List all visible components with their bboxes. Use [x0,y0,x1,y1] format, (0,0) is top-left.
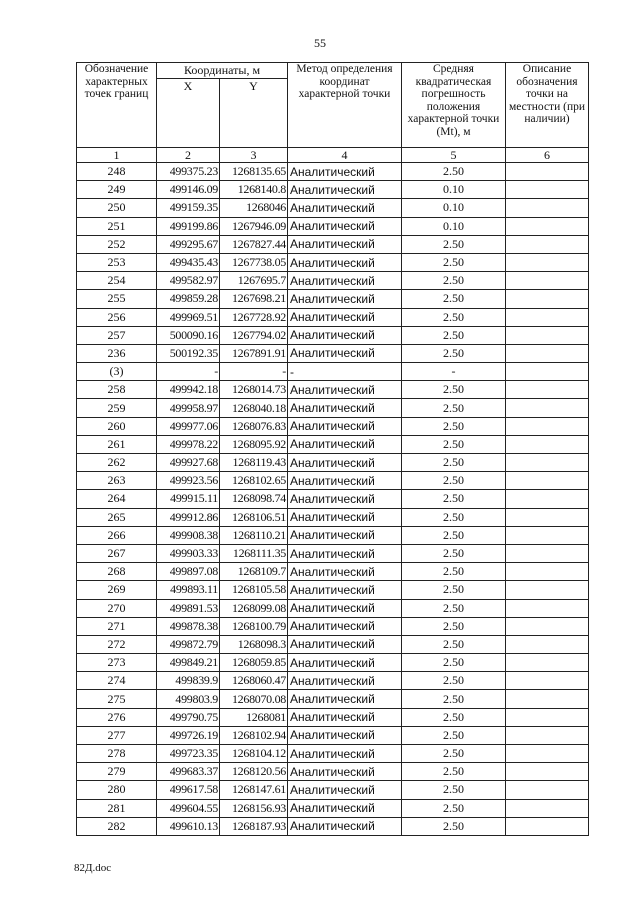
method-cell: Аналитический [288,763,402,781]
method-cell: Аналитический [288,399,402,417]
table-row [77,799,589,817]
column-number-row [77,148,589,163]
method-cell: Аналитический [288,326,402,344]
coord-y-cell: 1268059.85 [220,654,288,672]
point-id-cell: 278 [77,745,157,763]
coord-x-cell: 499897.08 [157,563,220,581]
error-mt-cell: 2.50 [402,745,506,763]
header-x: X [157,79,220,148]
coord-y-cell: 1268095.92 [220,435,288,453]
description-cell [506,163,589,181]
method-cell: Аналитический [288,508,402,526]
description-cell [506,544,589,562]
column-number: 2 [157,148,220,163]
error-mt-cell: 0.10 [402,217,506,235]
table-row [77,726,589,744]
method-cell: Аналитический [288,381,402,399]
table-row [77,745,589,763]
coord-x-cell: - [157,363,220,381]
table-row [77,781,589,799]
coord-x-cell: 499839.9 [157,672,220,690]
error-mt-cell: 2.50 [402,290,506,308]
point-id-cell: 275 [77,690,157,708]
coord-y-cell: 1268120.56 [220,763,288,781]
error-mt-cell: 2.50 [402,508,506,526]
coord-x-cell: 499908.38 [157,526,220,544]
method-cell: Аналитический [288,526,402,544]
table-row [77,490,589,508]
coord-x-cell: 499582.97 [157,272,220,290]
coord-y-cell: 1268060.47 [220,672,288,690]
coord-y-cell: 1268105.58 [220,581,288,599]
method-cell: Аналитический [288,199,402,217]
table-row [77,454,589,472]
method-cell: Аналитический [288,253,402,271]
point-id-cell: 271 [77,617,157,635]
error-mt-cell: 2.50 [402,253,506,271]
error-mt-cell: 2.50 [402,381,506,399]
coord-x-cell: 499942.18 [157,381,220,399]
column-number: 5 [402,148,506,163]
method-cell: Аналитический [288,490,402,508]
error-mt-cell: 2.50 [402,654,506,672]
method-cell: Аналитический [288,745,402,763]
table-row [77,199,589,217]
point-id-cell: 282 [77,817,157,835]
error-mt-cell: 2.50 [402,817,506,835]
point-id-cell: 254 [77,272,157,290]
method-cell: Аналитический [288,672,402,690]
table-row [77,708,589,726]
point-id-cell: 268 [77,563,157,581]
error-mt-cell: 2.50 [402,490,506,508]
description-cell [506,726,589,744]
point-id-cell: 257 [77,326,157,344]
description-cell [506,253,589,271]
coord-x-cell: 499604.55 [157,799,220,817]
coord-y-cell: 1268046 [220,199,288,217]
coord-y-cell: 1268140.8 [220,181,288,199]
method-cell: Аналитический [288,217,402,235]
table-row [77,163,589,181]
method-cell: Аналитический [288,417,402,435]
method-cell: Аналитический [288,472,402,490]
point-id-cell: 262 [77,454,157,472]
description-cell [506,563,589,581]
point-id-cell: 270 [77,599,157,617]
error-mt-cell: 2.50 [402,617,506,635]
table-row [77,435,589,453]
table-row [77,672,589,690]
coord-y-cell: 1268040.18 [220,399,288,417]
error-mt-cell: 2.50 [402,781,506,799]
coord-y-cell: 1268156.93 [220,799,288,817]
error-mt-cell: 2.50 [402,163,506,181]
coord-x-cell: 499790.75 [157,708,220,726]
header-description: Описание обозначения точки на местности (при наличии) [506,63,589,148]
error-mt-cell: 2.50 [402,326,506,344]
table-row [77,544,589,562]
point-id-cell: 272 [77,635,157,653]
point-id-cell: 279 [77,763,157,781]
error-mt-cell: 2.50 [402,544,506,562]
boundary-points-table [76,62,589,836]
point-id-cell: 280 [77,781,157,799]
description-cell [506,581,589,599]
point-id-cell: 248 [77,163,157,181]
table-row [77,399,589,417]
table-row [77,635,589,653]
coord-y-cell: 1267891.91 [220,344,288,362]
header-designation: Обозначение характерных точек границ [77,63,157,148]
table-row [77,563,589,581]
error-mt-cell: 2.50 [402,472,506,490]
coord-x-cell: 499723.35 [157,745,220,763]
description-cell [506,417,589,435]
method-cell: Аналитический [288,599,402,617]
point-id-cell: 276 [77,708,157,726]
coord-y-cell: 1268098.3 [220,635,288,653]
coord-x-cell: 499849.21 [157,654,220,672]
coord-y-cell: 1268119.43 [220,454,288,472]
description-cell [506,272,589,290]
method-cell: Аналитический [288,690,402,708]
coord-x-cell: 499978.22 [157,435,220,453]
description-cell [506,435,589,453]
description-cell [506,490,589,508]
coord-y-cell: 1268014.73 [220,381,288,399]
point-id-cell: 256 [77,308,157,326]
method-cell: Аналитический [288,817,402,835]
coord-x-cell: 499878.38 [157,617,220,635]
coord-y-cell: 1267695.7 [220,272,288,290]
column-number: 4 [288,148,402,163]
coord-y-cell: 1268106.51 [220,508,288,526]
table-row [77,526,589,544]
description-cell [506,363,589,381]
description-cell [506,235,589,253]
error-mt-cell: 2.50 [402,763,506,781]
point-id-cell: 273 [77,654,157,672]
description-cell [506,763,589,781]
page-number: 55 [314,36,326,50]
table-row [77,344,589,362]
error-mt-cell: 2.50 [402,672,506,690]
coord-x-cell: 499295.67 [157,235,220,253]
coord-y-cell: 1268135.65 [220,163,288,181]
description-cell [506,308,589,326]
coord-x-cell: 499969.51 [157,308,220,326]
description-cell [506,399,589,417]
method-cell: - [288,363,402,381]
table-row [77,290,589,308]
point-id-cell: 266 [77,526,157,544]
table-row [77,581,589,599]
error-mt-cell: 2.50 [402,235,506,253]
table-row [77,472,589,490]
coord-x-cell: 499617.58 [157,781,220,799]
error-mt-cell: 2.50 [402,690,506,708]
coord-y-cell: 1267728.92 [220,308,288,326]
description-cell [506,290,589,308]
header-coordinates: Координаты, м [157,63,288,79]
coord-y-cell: 1268098.74 [220,490,288,508]
coord-x-cell: 499375.23 [157,163,220,181]
method-cell: Аналитический [288,581,402,599]
coord-x-cell: 499159.35 [157,199,220,217]
point-id-cell: 255 [77,290,157,308]
table-row [77,235,589,253]
description-cell [506,199,589,217]
coord-x-cell: 499199.86 [157,217,220,235]
method-cell: Аналитический [288,235,402,253]
coord-x-cell: 499958.97 [157,399,220,417]
coord-y-cell: 1267946.09 [220,217,288,235]
method-cell: Аналитический [288,799,402,817]
method-cell: Аналитический [288,635,402,653]
table-row [77,654,589,672]
header-error: Средняя квадратическая погрешность положения характерной точки (Mt), м [402,63,506,148]
coord-y-cell: 1267698.21 [220,290,288,308]
coord-x-cell: 499977.06 [157,417,220,435]
method-cell: Аналитический [288,654,402,672]
coord-x-cell: 499915.11 [157,490,220,508]
footer-filename: 82Д.doc [74,862,112,874]
point-id-cell: 281 [77,799,157,817]
point-id-cell: 253 [77,253,157,271]
error-mt-cell: 2.50 [402,599,506,617]
error-mt-cell: 2.50 [402,417,506,435]
table-row [77,363,589,381]
table-row [77,617,589,635]
error-mt-cell: 0.10 [402,181,506,199]
coord-x-cell: 499803.9 [157,690,220,708]
table-row [77,217,589,235]
coord-y-cell: 1268076.83 [220,417,288,435]
column-number: 1 [77,148,157,163]
coord-y-cell: 1268147.61 [220,781,288,799]
method-cell: Аналитический [288,308,402,326]
coord-y-cell: 1268102.94 [220,726,288,744]
point-id-cell: 252 [77,235,157,253]
method-cell: Аналитический [288,781,402,799]
point-id-cell: 274 [77,672,157,690]
column-number: 3 [220,148,288,163]
coord-x-cell: 499435.43 [157,253,220,271]
point-id-cell: 260 [77,417,157,435]
table-row [77,508,589,526]
table-row [77,272,589,290]
method-cell: Аналитический [288,563,402,581]
coord-y-cell: 1267794.02 [220,326,288,344]
coord-x-cell: 499893.11 [157,581,220,599]
coord-y-cell: 1268109.7 [220,563,288,581]
coord-x-cell: 499859.28 [157,290,220,308]
table-row [77,253,589,271]
description-cell [506,599,589,617]
description-cell [506,508,589,526]
header-method: Метод определения координат характерной точки [288,63,402,148]
error-mt-cell: 2.50 [402,344,506,362]
table-row [77,599,589,617]
point-id-cell: (3) [77,363,157,381]
coord-x-cell: 499872.79 [157,635,220,653]
coord-x-cell: 499927.68 [157,454,220,472]
description-cell [506,690,589,708]
header-y: Y [220,79,288,148]
point-id-cell: 269 [77,581,157,599]
error-mt-cell: 2.50 [402,708,506,726]
error-mt-cell: 2.50 [402,272,506,290]
method-cell: Аналитический [288,181,402,199]
table-row [77,308,589,326]
description-cell [506,817,589,835]
description-cell [506,781,589,799]
coord-x-cell: 499923.56 [157,472,220,490]
error-mt-cell: 2.50 [402,635,506,653]
coord-y-cell: 1268110.21 [220,526,288,544]
error-mt-cell: 2.50 [402,726,506,744]
error-mt-cell: 2.50 [402,454,506,472]
point-id-cell: 236 [77,344,157,362]
coord-y-cell: 1268070.08 [220,690,288,708]
description-cell [506,381,589,399]
table-row [77,817,589,835]
method-cell: Аналитический [288,617,402,635]
table-row [77,690,589,708]
table-row [77,417,589,435]
description-cell [506,635,589,653]
coord-x-cell: 499903.33 [157,544,220,562]
description-cell [506,745,589,763]
coord-x-cell: 499146.09 [157,181,220,199]
method-cell: Аналитический [288,163,402,181]
point-id-cell: 265 [77,508,157,526]
method-cell: Аналитический [288,454,402,472]
description-cell [506,654,589,672]
description-cell [506,181,589,199]
description-cell [506,217,589,235]
coord-y-cell: 1268187.93 [220,817,288,835]
coord-y-cell: 1268111.35 [220,544,288,562]
description-cell [506,708,589,726]
coord-y-cell: 1268104.12 [220,745,288,763]
point-id-cell: 251 [77,217,157,235]
coord-y-cell: 1268102.65 [220,472,288,490]
error-mt-cell: - [402,363,506,381]
error-mt-cell: 2.50 [402,799,506,817]
point-id-cell: 249 [77,181,157,199]
coord-x-cell: 499891.53 [157,599,220,617]
table-row [77,381,589,399]
table-row [77,181,589,199]
point-id-cell: 250 [77,199,157,217]
method-cell: Аналитический [288,344,402,362]
coord-y-cell: 1268081 [220,708,288,726]
error-mt-cell: 2.50 [402,581,506,599]
description-cell [506,526,589,544]
method-cell: Аналитический [288,726,402,744]
coord-y-cell: 1268100.79 [220,617,288,635]
point-id-cell: 259 [77,399,157,417]
coord-x-cell: 500192.35 [157,344,220,362]
coord-y-cell: 1267827.44 [220,235,288,253]
method-cell: Аналитический [288,544,402,562]
description-cell [506,326,589,344]
error-mt-cell: 2.50 [402,563,506,581]
table-row [77,326,589,344]
table-row [77,763,589,781]
point-id-cell: 261 [77,435,157,453]
description-cell [506,617,589,635]
method-cell: Аналитический [288,290,402,308]
description-cell [506,799,589,817]
column-number: 6 [506,148,589,163]
error-mt-cell: 2.50 [402,308,506,326]
method-cell: Аналитический [288,272,402,290]
description-cell [506,454,589,472]
coord-x-cell: 499683.37 [157,763,220,781]
point-id-cell: 267 [77,544,157,562]
description-cell [506,472,589,490]
description-cell [506,672,589,690]
coord-y-cell: 1268099.08 [220,599,288,617]
method-cell: Аналитический [288,435,402,453]
error-mt-cell: 0.10 [402,199,506,217]
coord-x-cell: 499610.13 [157,817,220,835]
method-cell: Аналитический [288,708,402,726]
coord-x-cell: 500090.16 [157,326,220,344]
table-body [77,163,589,836]
coord-y-cell: 1267738.05 [220,253,288,271]
coord-x-cell: 499912.86 [157,508,220,526]
point-id-cell: 263 [77,472,157,490]
description-cell [506,344,589,362]
error-mt-cell: 2.50 [402,399,506,417]
error-mt-cell: 2.50 [402,435,506,453]
coord-x-cell: 499726.19 [157,726,220,744]
error-mt-cell: 2.50 [402,526,506,544]
point-id-cell: 258 [77,381,157,399]
point-id-cell: 264 [77,490,157,508]
coord-y-cell: - [220,363,288,381]
point-id-cell: 277 [77,726,157,744]
